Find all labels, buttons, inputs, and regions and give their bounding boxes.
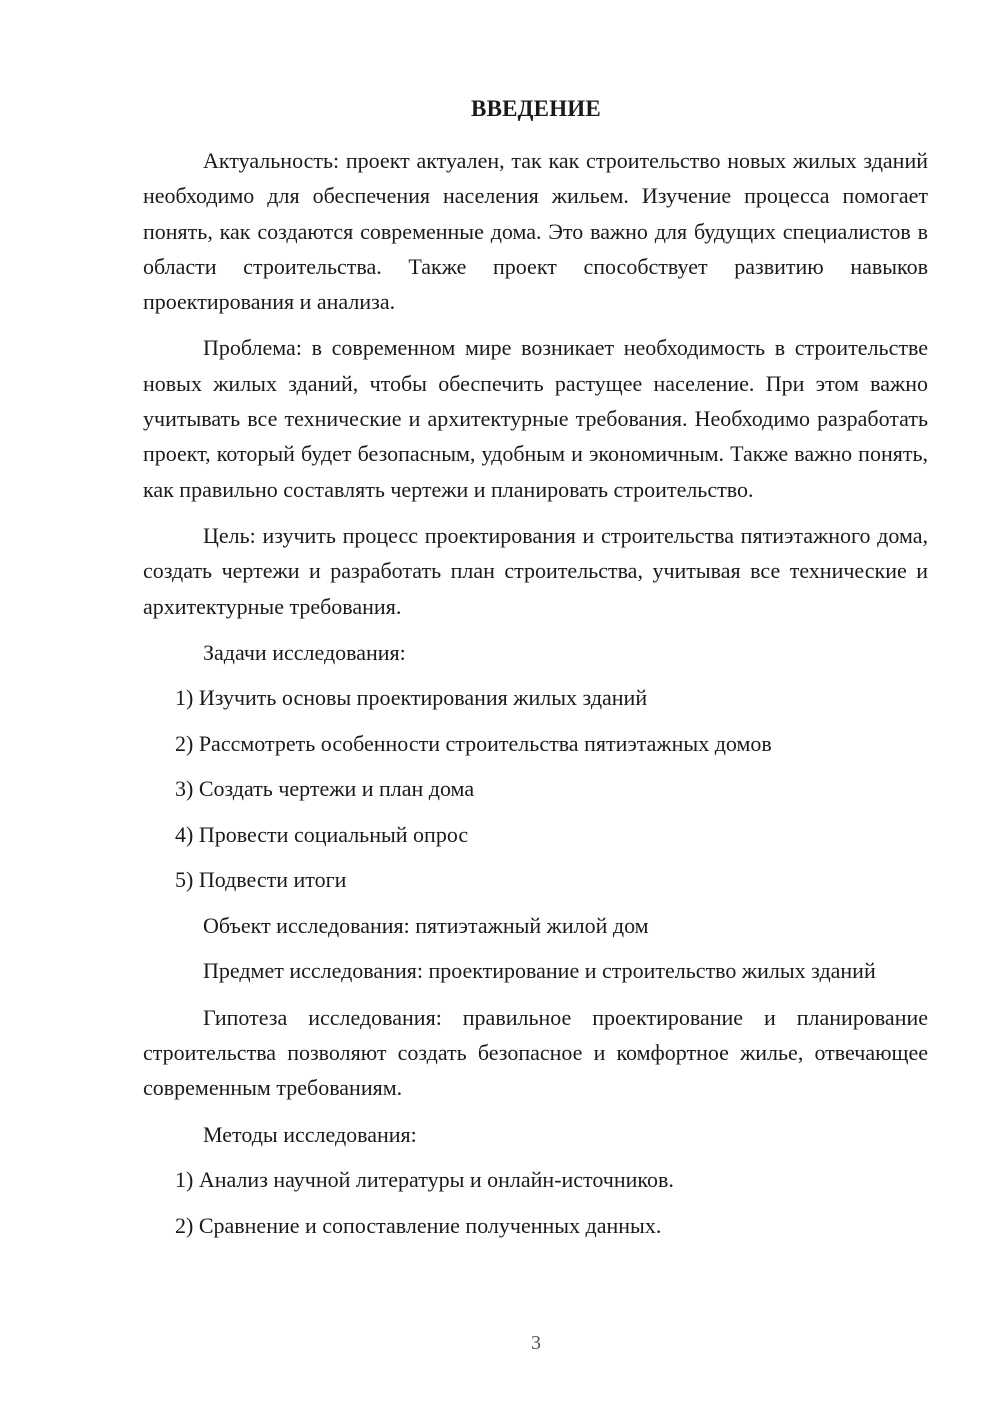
methods-heading: Методы исследования: — [203, 1121, 417, 1147]
problem-paragraph: Проблема: в современном мире возникает необходимость в строительстве новых жилых зданий, чтобы обеспечить растущее население. При этом важно учитывать все технические и архитектурные требования. Необходимо разработать проект, который будет безопасным, удобным и экономичным. Также важно понять, как правильно составлять чертежи и планировать строительство. — [143, 335, 928, 502]
method-item-1: 1) Анализ научной литературы и онлайн-источников. — [175, 1167, 674, 1193]
object-line: Объект исследования: пятиэтажный жилой дом — [203, 912, 649, 938]
task-item-3: 3) Создать чертежи и план дома — [175, 776, 475, 802]
document-body — [143, 143, 928, 1253]
tasks-heading: Задачи исследования: — [203, 639, 406, 665]
page-number: 3 — [531, 1332, 541, 1354]
method-item-2: 2) Сравнение и сопоставление полученных данных. — [175, 1212, 662, 1238]
page-title: ВВЕДЕНИЕ — [471, 96, 601, 121]
subject-paragraph: Предмет исследования: проектирование и строительство жилых зданий — [203, 958, 876, 984]
task-item-2: 2) Рассмотреть особенности строительства пятиэтажных домов — [175, 730, 772, 756]
task-item-4: 4) Провести социальный опрос — [175, 821, 469, 847]
task-item-5: 5) Подвести итоги — [175, 867, 347, 893]
goal-paragraph: Цель: изучить процесс проектирования и строительства пятиэтажного дома, создать чертежи и разработать план строительства, учитывая все технические и архитектурные требования. — [143, 522, 928, 619]
hypothesis-paragraph: Гипотеза исследования: правильное проектирование и планирование строительства позволяют создать безопасное и комфортное жилье, отвечающее современным требованиям. — [143, 1004, 928, 1101]
relevance-paragraph: Актуальность: проект актуален, так как строительство новых жилых зданий необходимо для обеспечения населения жильем. Изучение процесса помогает понять, как создаются современные дома. Это важно для будущих специалистов в области строительства. Также проект способствует развитию навыков проектирования и анализа. — [143, 148, 928, 315]
task-item-1: 1) Изучить основы проектирования жилых зданий — [175, 685, 648, 711]
